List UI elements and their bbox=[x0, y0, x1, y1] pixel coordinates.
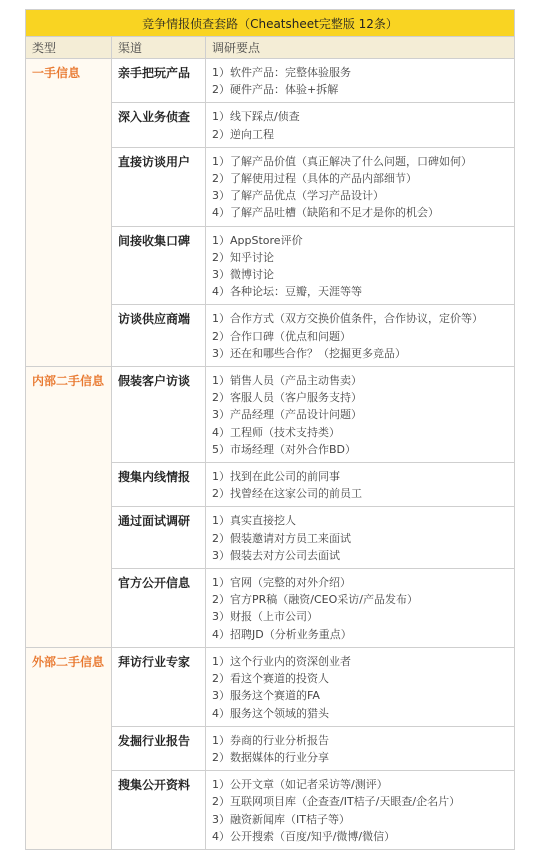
point-text: 官网（完整的对外介绍） bbox=[230, 576, 351, 590]
point-text: 线下踩点/侦查 bbox=[230, 110, 300, 124]
point-text: 公开搜索（百度/知乎/微博/微信） bbox=[230, 829, 396, 843]
point-item bbox=[212, 468, 514, 485]
header-type: 类型 bbox=[26, 37, 112, 59]
point-number: 2） bbox=[212, 391, 230, 405]
table-row bbox=[26, 647, 515, 726]
point-text: 数据媒体的行业分享 bbox=[230, 750, 329, 764]
point-number: 2） bbox=[212, 250, 230, 264]
point-item bbox=[212, 424, 514, 441]
point-text: 融资新闻库（IT桔子等） bbox=[230, 812, 350, 826]
point-item bbox=[212, 187, 514, 204]
point-item bbox=[212, 547, 514, 564]
point-number: 1） bbox=[212, 66, 230, 79]
point-item bbox=[212, 626, 514, 643]
point-number: 3） bbox=[212, 408, 230, 422]
point-item bbox=[212, 608, 514, 625]
point-item bbox=[212, 64, 514, 81]
point-number: 3） bbox=[212, 689, 230, 703]
point-number: 1） bbox=[212, 576, 230, 590]
channel-cell: 拜访行业专家 bbox=[112, 647, 206, 726]
point-number: 4） bbox=[212, 829, 230, 843]
point-number: 3） bbox=[212, 189, 230, 203]
point-number: 4） bbox=[212, 425, 230, 439]
point-number: 1） bbox=[212, 733, 230, 747]
point-item bbox=[212, 732, 514, 749]
point-item bbox=[212, 512, 514, 529]
point-number: 2） bbox=[212, 795, 230, 809]
header-channel: 渠道 bbox=[112, 37, 206, 59]
point-text: 券商的行业分析报告 bbox=[230, 733, 329, 747]
channel-cell: 通过面试调研 bbox=[112, 507, 206, 569]
point-text: 假装邀请对方员工来面试 bbox=[230, 531, 351, 545]
point-item bbox=[212, 232, 514, 249]
point-item bbox=[212, 811, 514, 828]
point-text: 官方PR稿（融资/CEO采访/产品发布） bbox=[230, 593, 418, 607]
point-text: 客服人员（客户服务支持） bbox=[230, 391, 362, 405]
point-text: 财报（上市公司） bbox=[230, 610, 318, 624]
channel-cell: 假装客户访谈 bbox=[112, 367, 206, 463]
channel-cell: 直接访谈用户 bbox=[112, 147, 206, 226]
channel-cell: 发掘行业报告 bbox=[112, 726, 206, 770]
point-text: 各种论坛：豆瓣，天涯等等 bbox=[230, 285, 362, 299]
point-item bbox=[212, 591, 514, 608]
point-item bbox=[212, 687, 514, 704]
point-text: 了解产品价值（真正解决了什么问题，口碑如何） bbox=[230, 154, 472, 168]
point-item bbox=[212, 126, 514, 143]
point-text: 知乎讨论 bbox=[230, 250, 274, 264]
point-number: 1） bbox=[212, 154, 230, 168]
point-text: 市场经理（对外合作BD） bbox=[230, 442, 357, 456]
point-text: 假装去对方公司去面试 bbox=[230, 548, 340, 562]
point-item bbox=[212, 310, 514, 327]
point-text: 找曾经在这家公司的前员工 bbox=[230, 487, 362, 501]
point-number: 4） bbox=[212, 206, 230, 220]
type-cell: 外部二手信息 bbox=[26, 647, 112, 849]
point-number: 5） bbox=[212, 442, 230, 456]
points-cell bbox=[206, 147, 515, 226]
point-number: 1） bbox=[212, 778, 230, 792]
point-number: 3） bbox=[212, 346, 230, 360]
point-item bbox=[212, 283, 514, 300]
point-item bbox=[212, 266, 514, 283]
point-number: 1） bbox=[212, 514, 230, 528]
point-number: 2） bbox=[212, 750, 230, 764]
points-cell bbox=[206, 726, 515, 770]
point-item bbox=[212, 328, 514, 345]
point-number: 2） bbox=[212, 127, 230, 141]
points-cell bbox=[206, 647, 515, 726]
point-number: 1） bbox=[212, 654, 230, 668]
channel-cell: 深入业务侦查 bbox=[112, 103, 206, 147]
point-text: 找到在此公司的前同事 bbox=[230, 470, 340, 484]
point-number: 1） bbox=[212, 470, 230, 484]
type-cell: 内部二手信息 bbox=[26, 367, 112, 648]
point-number: 4） bbox=[212, 285, 230, 299]
table-row bbox=[26, 367, 515, 463]
channel-cell: 访谈供应商端 bbox=[112, 305, 206, 367]
points-cell bbox=[206, 367, 515, 463]
point-number: 4） bbox=[212, 627, 230, 641]
point-number: 1） bbox=[212, 312, 230, 326]
point-item bbox=[212, 108, 514, 125]
point-item bbox=[212, 249, 514, 266]
point-text: 硬件产品：体验+拆解 bbox=[230, 83, 339, 97]
point-text: AppStore评价 bbox=[230, 233, 303, 247]
point-number: 2） bbox=[212, 172, 230, 186]
point-number: 3） bbox=[212, 610, 230, 624]
point-item bbox=[212, 345, 514, 362]
point-text: 还在和哪些合作？（挖掘更多竞品） bbox=[230, 346, 406, 360]
point-text: 服务这个赛道的FA bbox=[230, 689, 320, 703]
point-number: 1） bbox=[212, 233, 230, 247]
point-number: 2） bbox=[212, 83, 230, 97]
point-text: 销售人员（产品主动售卖） bbox=[230, 374, 362, 388]
points-cell bbox=[206, 59, 515, 103]
point-item bbox=[212, 776, 514, 793]
point-item bbox=[212, 170, 514, 187]
point-item bbox=[212, 574, 514, 591]
point-text: 招聘JD（分析业务重点） bbox=[230, 627, 352, 641]
table-row bbox=[26, 59, 515, 103]
point-text: 公开文章（如记者采访等/测评） bbox=[230, 778, 388, 792]
point-number: 1） bbox=[212, 374, 230, 388]
point-item bbox=[212, 81, 514, 98]
point-text: 逆向工程 bbox=[230, 127, 274, 141]
point-text: 工程师（技术支持类） bbox=[230, 425, 340, 439]
point-item bbox=[212, 530, 514, 547]
point-number: 2） bbox=[212, 329, 230, 343]
point-text: 产品经理（产品设计问题） bbox=[230, 408, 362, 422]
points-cell bbox=[206, 507, 515, 569]
cheatsheet-table bbox=[25, 9, 514, 850]
points-cell bbox=[206, 569, 515, 648]
point-number: 2） bbox=[212, 672, 230, 686]
point-item bbox=[212, 670, 514, 687]
table-title: 竞争情报侦查套路（Cheatsheet完整版 12条） bbox=[26, 10, 515, 37]
point-item bbox=[212, 705, 514, 722]
points-cell bbox=[206, 226, 515, 305]
point-item bbox=[212, 389, 514, 406]
point-text: 真实直接挖人 bbox=[230, 514, 296, 528]
channel-cell: 亲手把玩产品 bbox=[112, 59, 206, 103]
point-text: 合作方式（双方交换价值条件，合作协议，定价等） bbox=[230, 312, 483, 326]
point-text: 微博讨论 bbox=[230, 268, 274, 282]
points-cell bbox=[206, 305, 515, 367]
points-cell bbox=[206, 771, 515, 850]
points-cell bbox=[206, 463, 515, 507]
channel-cell: 间接收集口碑 bbox=[112, 226, 206, 305]
point-number: 3） bbox=[212, 812, 230, 826]
point-text: 软件产品：完整体验服务 bbox=[230, 66, 351, 79]
point-item bbox=[212, 828, 514, 845]
header-points: 调研要点 bbox=[206, 37, 515, 59]
point-item bbox=[212, 653, 514, 670]
point-text: 服务这个领域的猎头 bbox=[230, 706, 329, 720]
point-number: 1） bbox=[212, 110, 230, 124]
point-item bbox=[212, 372, 514, 389]
point-item bbox=[212, 441, 514, 458]
channel-cell: 搜集公开资料 bbox=[112, 771, 206, 850]
point-text: 互联网项目库（企查查/IT桔子/天眼查/企名片） bbox=[230, 795, 461, 809]
point-number: 3） bbox=[212, 548, 230, 562]
point-text: 了解产品吐槽（缺陷和不足才是你的机会） bbox=[230, 206, 439, 220]
point-item bbox=[212, 793, 514, 810]
point-number: 3） bbox=[212, 268, 230, 282]
point-number: 2） bbox=[212, 487, 230, 501]
point-text: 了解使用过程（具体的产品内部细节） bbox=[230, 172, 417, 186]
point-text: 这个行业内的资深创业者 bbox=[230, 654, 351, 668]
point-item bbox=[212, 749, 514, 766]
channel-cell: 官方公开信息 bbox=[112, 569, 206, 648]
point-item bbox=[212, 485, 514, 502]
type-cell: 一手信息 bbox=[26, 59, 112, 367]
points-cell bbox=[206, 103, 515, 147]
point-item bbox=[212, 153, 514, 170]
point-item bbox=[212, 204, 514, 221]
point-number: 2） bbox=[212, 531, 230, 545]
point-number: 2） bbox=[212, 593, 230, 607]
point-text: 了解产品优点（学习产品设计） bbox=[230, 189, 384, 203]
point-item bbox=[212, 406, 514, 423]
point-text: 合作口碑（优点和问题） bbox=[230, 329, 351, 343]
point-number: 4） bbox=[212, 706, 230, 720]
channel-cell: 搜集内线情报 bbox=[112, 463, 206, 507]
point-text: 看这个赛道的投资人 bbox=[230, 672, 329, 686]
